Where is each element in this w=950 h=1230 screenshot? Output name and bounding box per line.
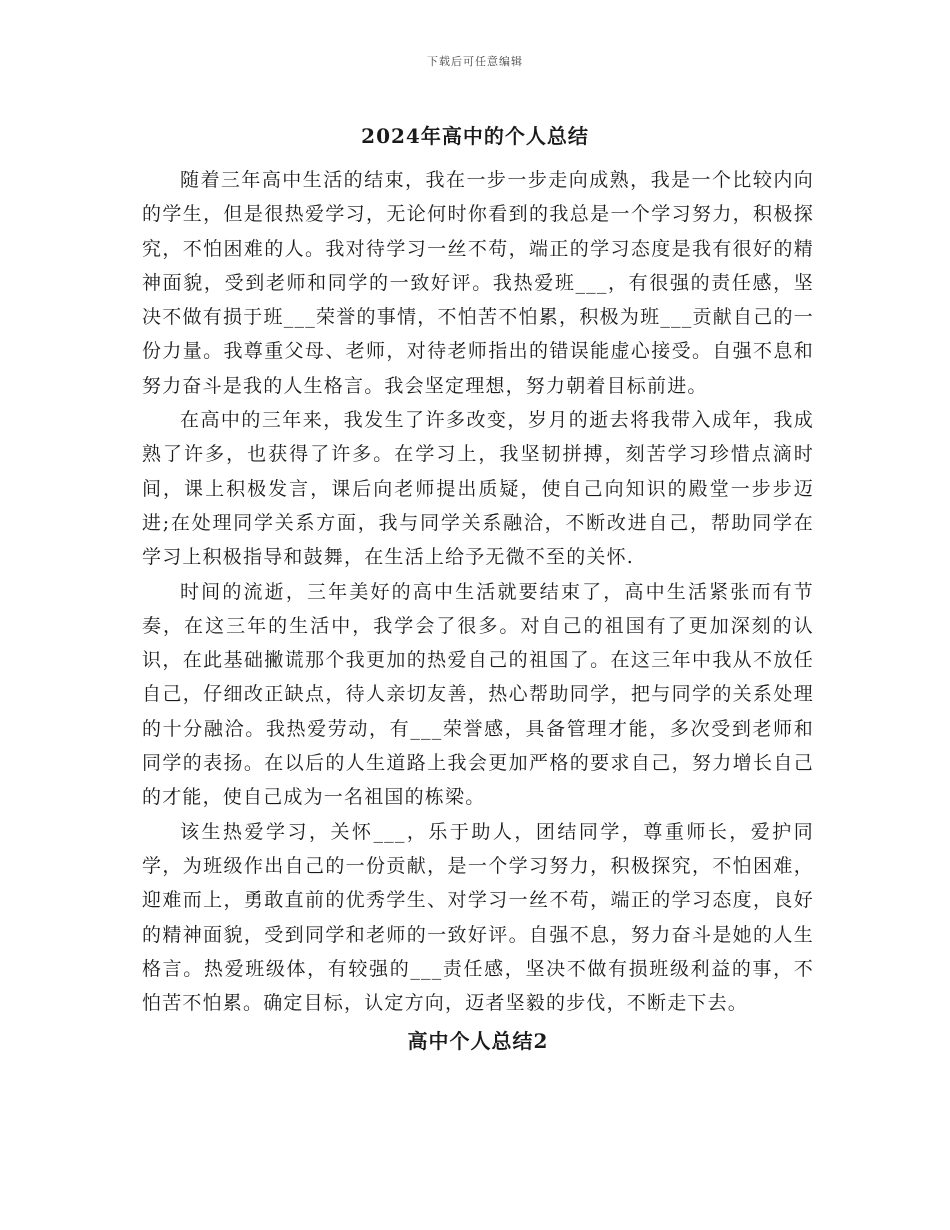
section-title: 高中个人总结2: [407, 1029, 549, 1054]
paragraph-2: 在高中的三年来，我发生了许多改变，岁月的逝去将我带入成年，我成熟了许多，也获得了许多。在学习上，我坚韧拼搏，刻苦学习珍惜点滴时间，课上积极发言，课后向老师提出质疑，使自己向知识的殿堂一步步迈进;在处理同学关系方面，我与同学关系融洽，不断改进自己，帮助同学在学习上积极指导和鼓舞，在生活上给予无微不至的关怀.: [142, 409, 814, 569]
paragraph-4: 该生热爱学习，关怀___，乐于助人，团结同学，尊重师长，爱护同学，为班级作出自己的一份贡献，是一个学习努力，积极探究，不怕困难，迎难而上，勇敢直前的优秀学生、对学习一丝不苟，端正的学习态度，良好的精神面貌，受到同学和老师的一致好评。自强不息，努力奋斗是她的人生格言。热爱班级体，有较强的___责任感，坚决不做有损班级利益的事，不怕苦不怕累。确定目标，认定方向，迈者坚毅的步伐，不断走下去。: [142, 820, 814, 1015]
document-title: 2024年高中的个人总结: [361, 124, 589, 148]
paragraph-1: 随着三年高中生活的结束，我在一步一步走向成熟，我是一个比较内向的学生，但是很热爱学习，无论何时你看到的我总是一个学习努力，积极探究，不怕困难的人。我对待学习一丝不苟，端正的学习态度是我有很好的精神面貌，受到老师和同学的一致好评。我热爱班___，有很强的责任感，坚决不做有损于班___荣誉的事情，不怕苦不怕累，积极为班___贡献自己的一份力量。我尊重父母、老师，对待老师指出的错误能虚心接受。自强不息和努力奋斗是我的人生格言。我会坚定理想，努力朝着目标前进。: [142, 169, 814, 397]
page-header-note: 下载后可任意编辑: [427, 55, 523, 68]
document-body: [142, 163, 814, 1058]
paragraph-3: 时间的流逝，三年美好的高中生活就要结束了，高中生活紧张而有节奏，在这三年的生活中，我学会了很多。对自己的祖国有了更加深刻的认识，在此基础撇谎那个我更加的热爱自己的祖国了。在这三年中我从不放任自己，仔细改正缺点，待人亲切友善，热心帮助同学，把与同学的关系处理的十分融洽。我热爱劳动，有___荣誉感，具备管理才能，多次受到老师和同学的表扬。在以后的人生道路上我会更加严格的要求自己，努力增长自己的才能，使自己成为一名祖国的栋梁。: [142, 580, 814, 809]
